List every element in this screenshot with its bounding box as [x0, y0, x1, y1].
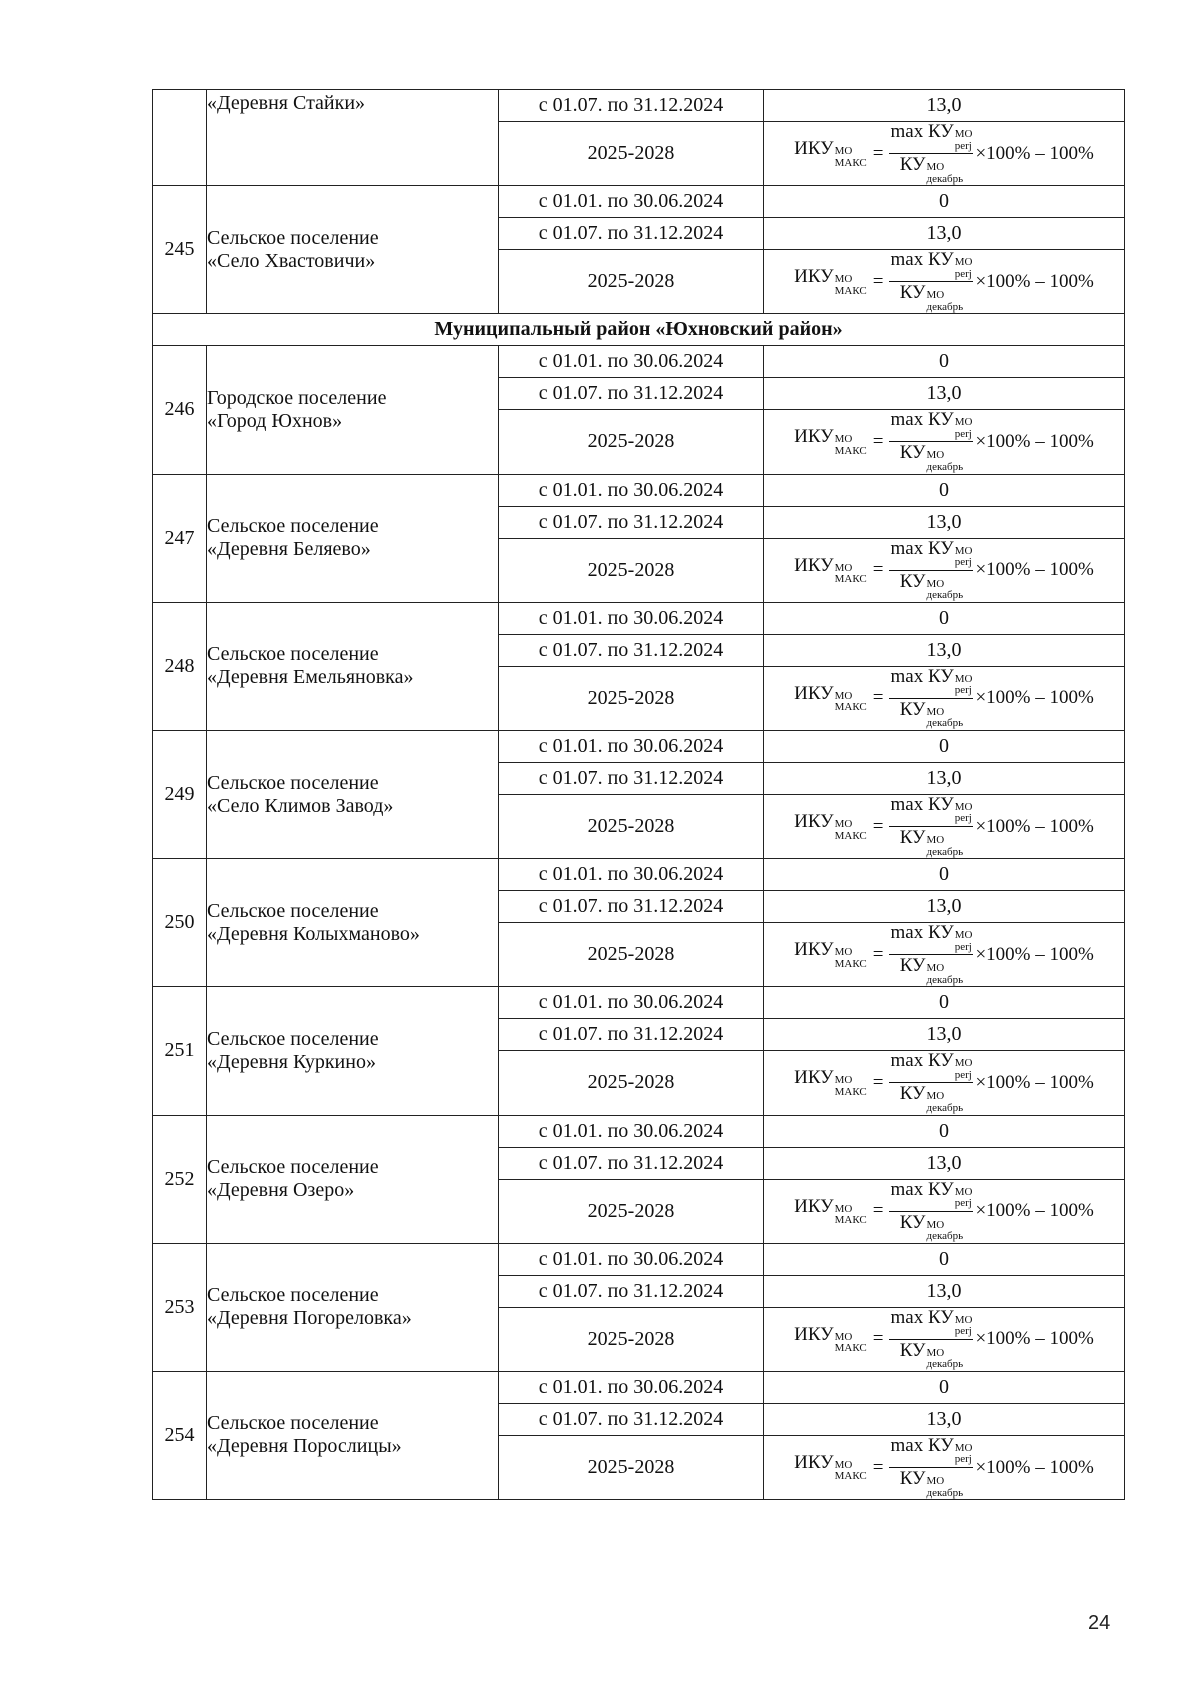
formula-fraction: max КУ МО perj КУ МО декабрь	[890, 1050, 973, 1114]
period-cell: с 01.07. по 31.12.2024	[499, 1275, 764, 1307]
period-cell: с 01.07. по 31.12.2024	[499, 378, 764, 410]
value-cell: 0	[764, 987, 1125, 1019]
row-number: 252	[153, 1115, 207, 1243]
row-number: 247	[153, 474, 207, 602]
period-cell: 2025-2028	[499, 122, 764, 186]
formula-cell	[764, 538, 1125, 602]
period-cell: 2025-2028	[499, 1307, 764, 1371]
period-cell: 2025-2028	[499, 794, 764, 858]
period-cell: с 01.01. по 30.06.2024	[499, 987, 764, 1019]
period-cell: с 01.07. по 31.12.2024	[499, 1019, 764, 1051]
value-cell: 13,0	[764, 1019, 1125, 1051]
district-heading: Муниципальный район «Юхновский район»	[153, 314, 1125, 346]
settlement-name: Сельское поселение «Деревня Погореловка»	[207, 1243, 499, 1371]
period-cell: с 01.01. по 30.06.2024	[499, 346, 764, 378]
formula-fraction: max КУ МО perj КУ МО декабрь	[890, 409, 973, 474]
formula-lhs: ИКУ МО МАКС	[794, 1323, 867, 1355]
iku-formula: ИКУ МО МАКС = max КУ МО perj КУ МО декабрь ×100% – 100%	[794, 121, 1094, 185]
value-cell: 13,0	[764, 1147, 1125, 1179]
value-cell: 0	[764, 602, 1125, 634]
formula-lhs: ИКУ МО МАКС	[794, 426, 867, 457]
formula-lhs: ИКУ МО МАКС	[794, 939, 867, 970]
formula-fraction: max КУ МО perj КУ МО декабрь	[890, 1178, 973, 1243]
period-cell: с 01.07. по 31.12.2024	[499, 891, 764, 923]
value-cell: 0	[764, 859, 1125, 891]
district-row	[153, 314, 1125, 346]
table-row	[153, 1243, 1125, 1275]
formula-cell	[764, 666, 1125, 730]
formula-fraction: max КУ МО perj КУ МО декабрь	[890, 922, 973, 986]
period-cell: с 01.01. по 30.06.2024	[499, 1243, 764, 1275]
value-cell: 13,0	[764, 762, 1125, 794]
settlement-name: Городское поселение «Город Юхнов»	[207, 346, 499, 474]
period-cell: с 01.01. по 30.06.2024	[499, 602, 764, 634]
formula-fraction: max КУ МО perj КУ МО декабрь	[890, 1434, 973, 1499]
period-cell: 2025-2028	[499, 250, 764, 314]
value-cell: 13,0	[764, 378, 1125, 410]
value-cell: 0	[764, 1371, 1125, 1403]
period-cell: 2025-2028	[499, 410, 764, 474]
table-row	[153, 1371, 1125, 1403]
formula-cell	[764, 1435, 1125, 1499]
value-cell: 0	[764, 730, 1125, 762]
formula-fraction: max КУ МО perj КУ МО декабрь	[890, 793, 973, 858]
row-number: 253	[153, 1243, 207, 1371]
iku-formula: ИКУ МО МАКС = max КУ МО perj КУ МО декабрь ×100% – 100%	[794, 249, 1094, 313]
value-cell: 0	[764, 1243, 1125, 1275]
settlement-name: Сельское поселение «Деревня Куркино»	[207, 987, 499, 1115]
table-row	[153, 730, 1125, 762]
period-cell: с 01.01. по 30.06.2024	[499, 859, 764, 891]
iku-formula: ИКУ МО МАКС = max КУ МО perj КУ МО декабрь ×100% – 100%	[794, 1306, 1094, 1371]
iku-formula: ИКУ МО МАКС = max КУ МО perj КУ МО декабрь ×100% – 100%	[794, 1434, 1094, 1499]
value-cell: 13,0	[764, 891, 1125, 923]
period-cell: 2025-2028	[499, 1435, 764, 1499]
formula-lhs: ИКУ МО МАКС	[794, 1195, 867, 1227]
settlement-name: Сельское поселение «Деревня Беляево»	[207, 474, 499, 602]
period-cell: с 01.07. по 31.12.2024	[499, 762, 764, 794]
iku-formula: ИКУ МО МАКС = max КУ МО perj КУ МО декабрь ×100% – 100%	[794, 537, 1094, 602]
period-cell: с 01.07. по 31.12.2024	[499, 634, 764, 666]
iku-formula: ИКУ МО МАКС = max КУ МО perj КУ МО декабрь ×100% – 100%	[794, 1050, 1094, 1114]
formula-fraction: max КУ МО perj КУ МО декабрь	[890, 1306, 973, 1371]
formula-cell	[764, 250, 1125, 314]
value-cell: 13,0	[764, 1403, 1125, 1435]
period-cell: 2025-2028	[499, 1179, 764, 1243]
row-number: 254	[153, 1371, 207, 1499]
row-number: 246	[153, 346, 207, 474]
value-cell: 0	[764, 186, 1125, 218]
period-cell: с 01.07. по 31.12.2024	[499, 218, 764, 250]
row-number	[153, 90, 207, 186]
settlement-name: Сельское поселение «Село Климов Завод»	[207, 730, 499, 858]
formula-lhs: ИКУ МО МАКС	[794, 682, 867, 714]
table-row	[153, 602, 1125, 634]
formula-cell	[764, 1307, 1125, 1371]
row-number: 250	[153, 859, 207, 987]
table-row	[153, 90, 1125, 122]
value-cell: 13,0	[764, 634, 1125, 666]
formula-lhs: ИКУ МО МАКС	[794, 138, 867, 169]
value-cell: 0	[764, 474, 1125, 506]
formula-lhs: ИКУ МО МАКС	[794, 1067, 867, 1098]
row-number: 251	[153, 987, 207, 1115]
period-cell: 2025-2028	[499, 538, 764, 602]
period-cell: 2025-2028	[499, 1051, 764, 1115]
formula-fraction: max КУ МО perj КУ МО декабрь	[890, 665, 973, 730]
tariff-table	[152, 89, 1125, 1500]
iku-formula: ИКУ МО МАКС = max КУ МО perj КУ МО декабрь ×100% – 100%	[794, 665, 1094, 730]
period-cell: с 01.07. по 31.12.2024	[499, 90, 764, 122]
value-cell: 13,0	[764, 90, 1125, 122]
period-cell: с 01.07. по 31.12.2024	[499, 1147, 764, 1179]
value-cell: 0	[764, 1115, 1125, 1147]
formula-lhs: ИКУ МО МАКС	[794, 266, 867, 297]
period-cell: с 01.01. по 30.06.2024	[499, 730, 764, 762]
formula-lhs: ИКУ МО МАКС	[794, 1451, 867, 1483]
table-row	[153, 859, 1125, 891]
period-cell: с 01.07. по 31.12.2024	[499, 1403, 764, 1435]
settlement-name: Сельское поселение «Деревня Колыхманово»	[207, 859, 499, 987]
formula-cell	[764, 410, 1125, 474]
page-number: 24	[1088, 1612, 1111, 1634]
iku-formula: ИКУ МО МАКС = max КУ МО perj КУ МО декабрь ×100% – 100%	[794, 409, 1094, 474]
period-cell: с 01.07. по 31.12.2024	[499, 506, 764, 538]
iku-formula: ИКУ МО МАКС = max КУ МО perj КУ МО декабрь ×100% – 100%	[794, 922, 1094, 986]
formula-cell	[764, 122, 1125, 186]
settlement-name: Сельское поселение «Деревня Озеро»	[207, 1115, 499, 1243]
table-row	[153, 474, 1125, 506]
row-number: 248	[153, 602, 207, 730]
table-row	[153, 346, 1125, 378]
formula-lhs: ИКУ МО МАКС	[794, 810, 867, 842]
period-cell: с 01.01. по 30.06.2024	[499, 474, 764, 506]
table-row	[153, 1115, 1125, 1147]
formula-fraction: max КУ МО perj КУ МО декабрь	[890, 537, 973, 602]
formula-fraction: max КУ МО perj КУ МО декабрь	[890, 121, 973, 185]
value-cell: 0	[764, 346, 1125, 378]
value-cell: 13,0	[764, 506, 1125, 538]
period-cell: 2025-2028	[499, 666, 764, 730]
value-cell: 13,0	[764, 1275, 1125, 1307]
table-row	[153, 186, 1125, 218]
formula-fraction: max КУ МО perj КУ МО декабрь	[890, 249, 973, 313]
row-number: 245	[153, 186, 207, 314]
period-cell: с 01.01. по 30.06.2024	[499, 1115, 764, 1147]
settlement-name: «Деревня Стайки»	[207, 90, 499, 186]
value-cell: 13,0	[764, 218, 1125, 250]
formula-cell	[764, 1051, 1125, 1115]
period-cell: 2025-2028	[499, 923, 764, 987]
formula-cell	[764, 1179, 1125, 1243]
formula-lhs: ИКУ МО МАКС	[794, 554, 867, 586]
settlement-name: Сельское поселение «Деревня Порослицы»	[207, 1371, 499, 1499]
settlement-name: Сельское поселение «Деревня Емельяновка»	[207, 602, 499, 730]
formula-cell	[764, 794, 1125, 858]
row-number: 249	[153, 730, 207, 858]
period-cell: с 01.01. по 30.06.2024	[499, 186, 764, 218]
period-cell: с 01.01. по 30.06.2024	[499, 1371, 764, 1403]
iku-formula: ИКУ МО МАКС = max КУ МО perj КУ МО декабрь ×100% – 100%	[794, 1178, 1094, 1243]
formula-cell	[764, 923, 1125, 987]
settlement-name: Сельское поселение «Село Хвастовичи»	[207, 186, 499, 314]
table-row	[153, 987, 1125, 1019]
iku-formula: ИКУ МО МАКС = max КУ МО perj КУ МО декабрь ×100% – 100%	[794, 793, 1094, 858]
